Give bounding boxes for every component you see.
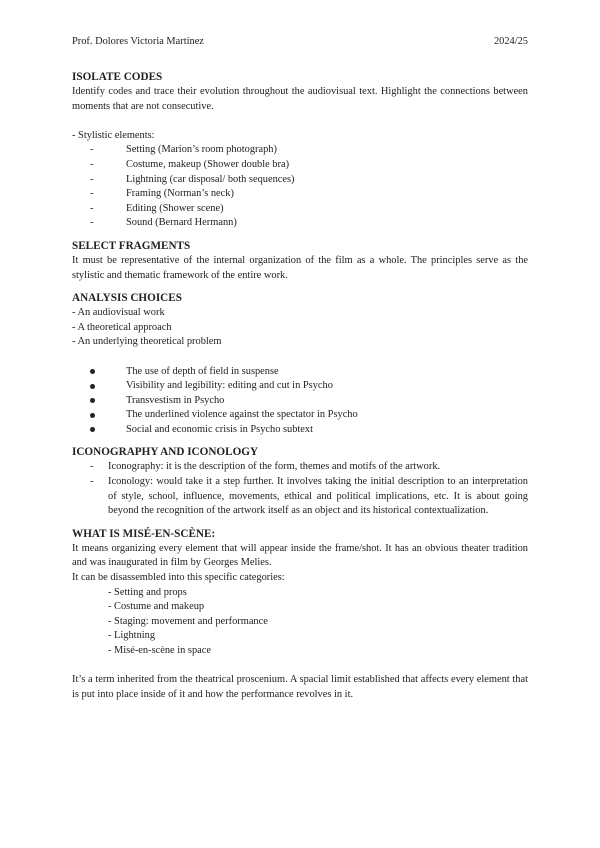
list-item: Social and economic crisis in Psycho subtext — [90, 423, 528, 438]
analysis-line: - A theoretical approach — [72, 321, 172, 333]
stylistic-elements-label: - Stylistic elements: — [72, 129, 155, 141]
section-title-select-fragments: SELECT FRAGMENTS — [72, 239, 191, 252]
list-item: The underlined violence against the spectator in Psycho — [90, 408, 528, 423]
list-item: - Setting (Marion’s room photograph) — [90, 144, 277, 156]
mise-en-scene-text: It means organizing every element that will appear inside the frame/shot. It has an obvious theater tradition and was inaugurated in film by Georges Melies. — [72, 542, 528, 569]
list-item: - Lightning — [108, 630, 156, 642]
section-title-isolate-codes: ISOLATE CODES — [72, 71, 163, 83]
stylistic-elements-list — [72, 143, 528, 231]
list-item: - Misé-en-scène in space — [108, 645, 211, 656]
categories-list — [72, 586, 528, 659]
analysis-line: - An audiovisual work — [72, 307, 165, 319]
analysis-line: - An underlying theoretical problem — [72, 336, 222, 348]
list-item: - Sound (Bernard Hermann) — [90, 217, 237, 229]
bullet-icon — [90, 398, 95, 403]
bullet-icon — [90, 413, 95, 418]
page-header — [72, 36, 528, 50]
document-body — [72, 70, 528, 702]
isolate-codes-text: Identify codes and trace their evolution throughout the audiovisual text. Highlight the connections between moments that are not consecutive. — [72, 86, 528, 112]
list-item: - Iconology: would take it a step further. It involves taking the initial description to an interpretation of style, school, influence, movements, ethical and political implications, etc. It is about going beyond the recognition of the artwork itself as an object and its historical contextualization. — [90, 476, 528, 517]
academic-year: 2024/25 — [493, 36, 528, 47]
analysis-topics-list — [72, 365, 528, 438]
section-title-mise-en-scene: WHAT IS MISÉ-EN-SCÈNE: — [72, 527, 216, 540]
list-item: The use of depth of field in suspense — [90, 365, 528, 380]
list-item: Transvestism in Psycho — [90, 394, 528, 409]
list-item: - Costume and makeup — [108, 601, 205, 613]
select-fragments-text: It must be representative of the internal organization of the film as a whole. The principles serve as the stylistic and thematic framework of the entire work. — [72, 254, 528, 281]
bullet-icon — [90, 384, 95, 389]
iconography-list — [72, 460, 528, 518]
list-item: - Lightning (car disposal/ both sequences) — [90, 173, 295, 185]
section-title-analysis-choices: ANALYSIS CHOICES — [72, 292, 182, 305]
list-item: - Costume, makeup (Shower double bra) — [90, 158, 290, 170]
author-name: Prof. Dolores Victoria Martínez — [72, 36, 204, 47]
section-title-iconography: ICONOGRAPHY AND ICONOLOGY — [72, 446, 259, 459]
categories-intro: It can be disassembled into this specific categories: — [72, 572, 285, 584]
list-item: - Iconography: it is the description of the form, themes and motifs of the artwork. — [90, 461, 441, 473]
list-item: - Editing (Shower scene) — [90, 202, 224, 214]
list-item: - Framing (Norman’s neck) — [90, 188, 234, 200]
list-item: - Staging: movement and performance — [108, 615, 268, 627]
proscenium-text: It’s a term inherited from the theatrical proscenium. A spacial limit established that affects every element that is put into place inside of it and how the performance revolves in it. — [72, 674, 528, 700]
bullet-icon — [90, 369, 95, 374]
list-item: - Setting and props — [108, 586, 187, 598]
list-item: Visibility and legibility: editing and cut in Psycho — [90, 379, 528, 394]
bullet-icon — [90, 427, 95, 432]
